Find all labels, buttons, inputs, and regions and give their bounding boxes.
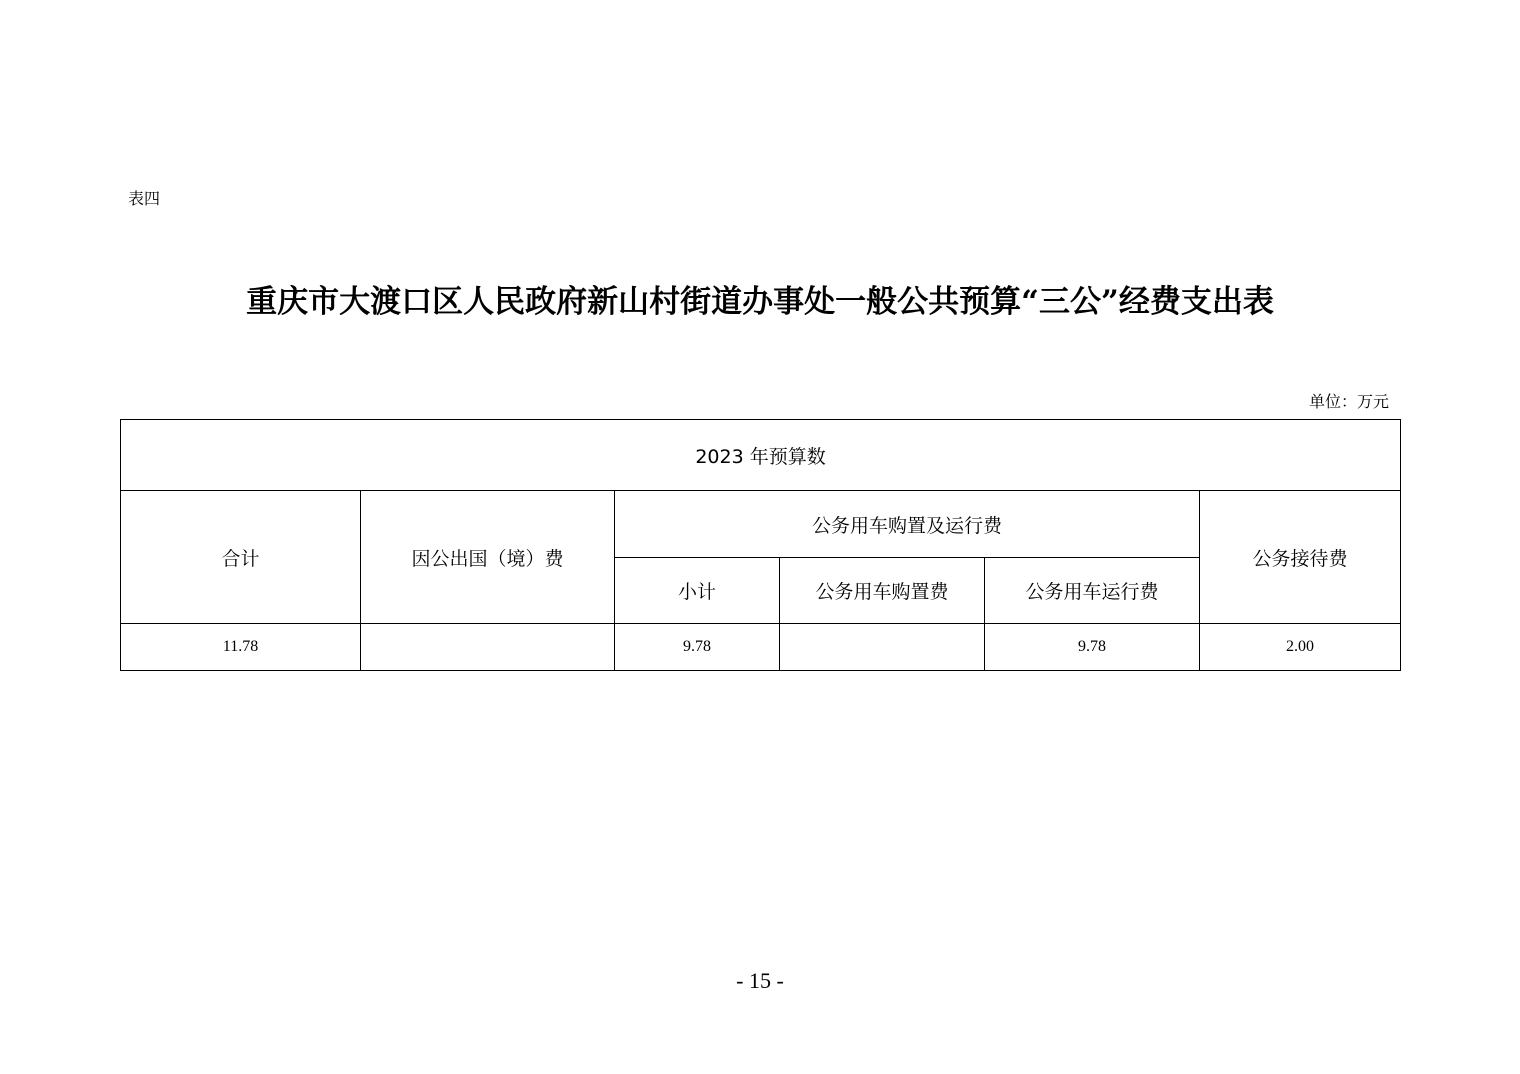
header-vehicle-operation-cell: 公务用车运行费 [985, 558, 1200, 624]
value-reception-cell: 2.00 [1200, 624, 1401, 671]
unit-label: 单位：万元 [1308, 392, 1389, 411]
table-header-row-1 [121, 491, 1401, 558]
value-vehicle-subtotal-cell: 9.78 [615, 624, 780, 671]
table-header-row-year [121, 420, 1401, 491]
value-total-cell: 11.78 [121, 624, 361, 671]
header-year-cell: 2023 年预算数 [121, 420, 1401, 491]
header-vehicle-subtotal-cell: 小计 [615, 558, 780, 624]
value-vehicle-purchase-cell [780, 624, 985, 671]
table-row [121, 624, 1401, 671]
value-overseas-cell [361, 624, 615, 671]
value-vehicle-operation-cell: 9.78 [985, 624, 1200, 671]
document-title: 重庆市大渡口区人民政府新山村街道办事处一般公共预算“三公”经费支出表 [246, 284, 1274, 320]
header-vehicle-purchase-cell: 公务用车购置费 [780, 558, 985, 624]
table-label: 表四 [128, 189, 161, 208]
header-total-cell: 合计 [121, 491, 361, 624]
budget-table [120, 419, 1401, 671]
header-overseas-cell: 因公出国（境）费 [361, 491, 615, 624]
header-reception-cell: 公务接待费 [1200, 491, 1401, 624]
page-number: - 15 - [736, 968, 784, 993]
header-vehicle-group-cell: 公务用车购置及运行费 [615, 491, 1200, 558]
